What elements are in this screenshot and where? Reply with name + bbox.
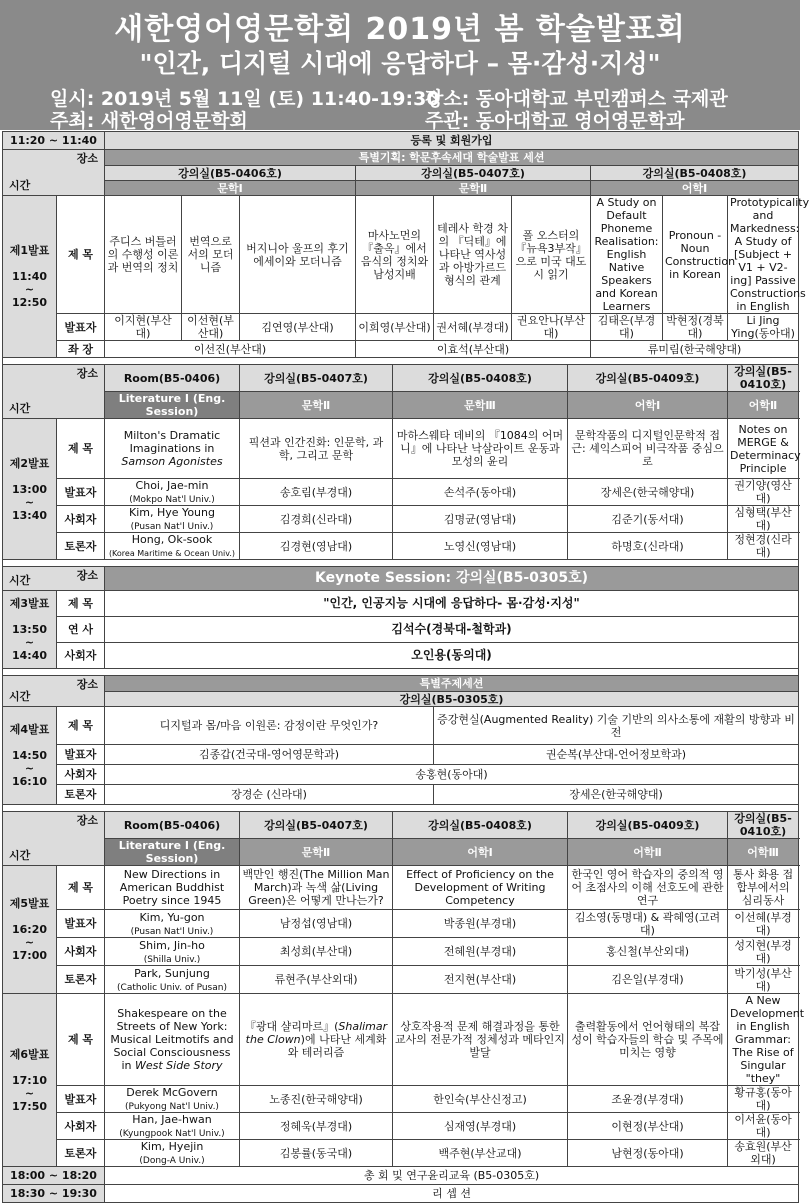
s2-time-place-header: 장소 시간 — [3, 365, 105, 419]
s2-title-3: 마하스웨타 데비의 『1084의 어머니』에 나타난 낙살라이트 운동과 모성의 윤리 — [393, 419, 568, 479]
s6-moderator-5: 이서윤(동아대) — [728, 1113, 799, 1140]
event-host: 주최: 새한영어영문학회 — [50, 110, 248, 132]
s5-discussant-5: 박기성(부산대) — [728, 966, 799, 994]
s6-discussant-row — [3, 1140, 799, 1167]
s2-room-3: 강의실(B5-0408호) — [393, 365, 568, 392]
s6-presenter-row — [3, 1086, 799, 1113]
s2-presenter-row — [3, 479, 799, 506]
s2-moderator-row — [3, 506, 799, 533]
page-subtitle: "인간, 디지털 시대에 응답하다 – 몸·감성·지성" — [139, 49, 661, 78]
s1-special-title: 특별기획: 학문후속세대 학술발표 세션 — [105, 150, 799, 166]
s2-room-5: 강의실(B5-0410호) — [728, 365, 799, 392]
s4-title-2: 증강현실(Augmented Reality) 기술 기반의 의사소통에 재활의 방향과 비전 — [434, 707, 799, 745]
s1-room-2: 강의실(B5-0407호) — [356, 166, 591, 181]
s1-field-3: 어학Ⅰ — [591, 181, 799, 196]
s2-title-1: Milton's Dramatic Imaginations in Samson Agonistes — [105, 419, 240, 479]
s2-presenter-label: 발표자 — [57, 479, 105, 506]
s1-chair-3: 류미림(한국해양대) — [591, 341, 799, 358]
s5-field-row — [3, 839, 799, 866]
s1-room-row — [3, 166, 799, 181]
s2-moderator-2: 김경희(신라대) — [240, 506, 393, 533]
s2-room-2: 강의실(B5-0407호) — [240, 365, 393, 392]
s5-time-place-header: 장소 시간 — [3, 812, 105, 866]
s2-discussant-2: 김경현(영남대) — [240, 533, 393, 560]
s5-room-1: Room(B5-0406) — [105, 812, 240, 839]
s6-title-label: 제 목 — [57, 994, 105, 1086]
s6-presenter-1: Derek McGovern (Pukyong Nat'l Univ.) — [105, 1086, 240, 1113]
s1-presenter-7: 김태은(부경대) — [591, 314, 663, 341]
s4-presenter-label: 발표자 — [57, 745, 105, 765]
s3-title-row — [3, 591, 799, 617]
s3-session-label: 제3발표 13:50 ~ 14:40 — [3, 591, 57, 669]
s6-moderator-1: Han, Jae-hwan (Kyungpook Nat'l Univ.) — [105, 1113, 240, 1140]
s2-title-4: 문학작품의 디지털인문학적 접근: 셰익스피어 비극작품 중심으로 — [568, 419, 728, 479]
s6-moderator-3: 심재영(부경대) — [393, 1113, 568, 1140]
s5-presenter-2: 남정섭(영남대) — [240, 910, 393, 938]
s2-field-row — [3, 392, 799, 419]
s5-discussant-3: 전지현(부산대) — [393, 966, 568, 994]
s5-room-4: 강의실(B5-0409호) — [568, 812, 728, 839]
registration-time: 11:20 ~ 11:40 — [3, 132, 105, 150]
registration-row — [3, 132, 799, 150]
s1-title-label: 제 목 — [57, 196, 105, 314]
s4-discussant-label: 토론자 — [57, 785, 105, 805]
s5-moderator-row — [3, 938, 799, 966]
s5-field-4: 어학Ⅱ — [568, 839, 728, 866]
s2-title-label: 제 목 — [57, 419, 105, 479]
s5-discussant-4: 김은일(부경대) — [568, 966, 728, 994]
s2-title-row — [3, 419, 799, 479]
s1-field-2: 문학Ⅱ — [356, 181, 591, 196]
s2-moderator-1: Kim, Hye Young (Pusan Nat'l Univ.) — [105, 506, 240, 533]
s1-header-row — [3, 150, 799, 166]
s4-moderator-row — [3, 765, 799, 785]
s4-title-label: 제 목 — [57, 707, 105, 745]
s2-discussant-row — [3, 533, 799, 560]
event-date: 일시: 2019년 5월 11일 (토) 11:40-19:30 — [50, 88, 440, 110]
s5-title-1: New Directions in American Buddhist Poetry since 1945 — [105, 866, 240, 910]
s2-discussant-4: 하명호(신라대) — [568, 533, 728, 560]
s6-moderator-row — [3, 1113, 799, 1140]
s2-title-5: Notes on MERGE & Determinacy Principle — [728, 419, 799, 479]
s5-room-2: 강의실(B5-0407호) — [240, 812, 393, 839]
s1-chair-2: 이효석(부산대) — [356, 341, 591, 358]
s5-field-2: 문학Ⅱ — [240, 839, 393, 866]
s1-title-5: 테레사 학경 차의 『딕테』에 나타난 역사성과 아방가르드 형식의 관계 — [434, 196, 512, 314]
s6-presenter-4: 조윤경(부경대) — [568, 1086, 728, 1113]
s4-presenter-2: 권순복(부산대-언어정보학과) — [434, 745, 799, 765]
s3-header-row — [3, 567, 799, 591]
s5-discussant-row — [3, 966, 799, 994]
s2-field-1: Literature I (Eng. Session) — [105, 392, 240, 419]
s5-discussant-2: 류현주(부산외대) — [240, 966, 393, 994]
s4-room: 강의실(B5-0305호) — [105, 692, 799, 707]
s5-presenter-row — [3, 910, 799, 938]
s5-title-label: 제 목 — [57, 866, 105, 910]
s2-discussant-5: 정현경(신라대) — [728, 533, 799, 560]
s6-discussant-1: Kim, Hyejin (Dong-A Univ.) — [105, 1140, 240, 1167]
s5-room-5: 강의실(B5-0410호) — [728, 812, 799, 839]
s1-presenter-4: 이희영(부산대) — [356, 314, 434, 341]
s4-discussant-1: 장경순 (신라대) — [105, 785, 434, 805]
s1-presenter-2: 이선현(부산대) — [182, 314, 240, 341]
s6-moderator-label: 사회자 — [57, 1113, 105, 1140]
s4-presenter-row — [3, 745, 799, 765]
s2-field-2: 문학Ⅱ — [240, 392, 393, 419]
s1-chair-row — [3, 341, 799, 358]
s1-presenter-9: Li Jing Ying(동아대) — [728, 314, 799, 341]
s4-moderator-label: 사회자 — [57, 765, 105, 785]
s5-presenter-label: 발표자 — [57, 910, 105, 938]
registration-text: 등록 및 회원가입 — [105, 132, 799, 150]
s5-presenter-4: 김소영(동명대) & 곽혜영(고려대) — [568, 910, 728, 938]
s5-moderator-label: 사회자 — [57, 938, 105, 966]
s6-session-label: 제6발표 17:10 ~ 17:50 — [3, 994, 57, 1167]
s1-time-place-header: 장소 시간 — [3, 150, 105, 196]
s1-title-3: 버지니아 울프의 후기 에세이와 모더니즘 — [240, 196, 356, 314]
s3-title-label: 제 목 — [57, 591, 105, 617]
s2-session-label: 제2발표 13:00 ~ 13:40 — [3, 419, 57, 560]
s4-discussant-2: 장세은(한국해양대) — [434, 785, 799, 805]
s5-room-row — [3, 812, 799, 839]
s6-discussant-5: 송효원(부산외대) — [728, 1140, 799, 1167]
s4-title-row — [3, 707, 799, 745]
s6-presenter-label: 발표자 — [57, 1086, 105, 1113]
s5-title-row — [3, 866, 799, 910]
s2-room-4: 강의실(B5-0409호) — [568, 365, 728, 392]
s6-moderator-4: 이현정(부산대) — [568, 1113, 728, 1140]
s5-presenter-3: 박종원(부경대) — [393, 910, 568, 938]
s6-moderator-2: 정혜욱(부경대) — [240, 1113, 393, 1140]
s6-presenter-5: 황규홍(동아대) — [728, 1086, 799, 1113]
general-meeting-text: 총 회 및 연구윤리교육 (B5-0305호) — [105, 1167, 799, 1185]
s5-title-4: 한국인 영어 학습자의 중의적 영어 초점사의 이해 선호도에 관한 연구 — [568, 866, 728, 910]
s6-discussant-label: 토론자 — [57, 1140, 105, 1167]
general-meeting-row — [3, 1167, 799, 1185]
s5-field-1: Literature I (Eng. Session) — [105, 839, 240, 866]
s5-moderator-1: Shim, Jin-ho (Shilla Univ.) — [105, 938, 240, 966]
s4-session-label: 제4발표 14:50 ~ 16:10 — [3, 707, 57, 805]
s3-speaker-label: 연 사 — [57, 617, 105, 643]
s5-session-label: 제5발표 16:20 ~ 17:00 — [3, 866, 57, 994]
s5-moderator-4: 홍신철(부산외대) — [568, 938, 728, 966]
s6-discussant-3: 백주현(부산교대) — [393, 1140, 568, 1167]
s6-presenter-2: 노종진(한국해양대) — [240, 1086, 393, 1113]
s1-presenter-3: 김연영(부산대) — [240, 314, 356, 341]
s6-title-3: 상호작용적 문제 해결과정을 통한 교사의 전문가적 정체성과 메타인지 발달 — [393, 994, 568, 1086]
s2-moderator-3: 김명균(영남대) — [393, 506, 568, 533]
s6-title-1: Shakespeare on the Streets of New York: Musical Leitmotifs and Social Consciousness in West Side Story — [105, 994, 240, 1086]
s2-discussant-label: 토론자 — [57, 533, 105, 560]
s3-speaker: 김석수(경북대-철학과) — [105, 617, 799, 643]
s2-presenter-3: 손석주(동아대) — [393, 479, 568, 506]
s4-discussant-row — [3, 785, 799, 805]
s5-room-3: 강의실(B5-0408호) — [393, 812, 568, 839]
s5-title-5: 통사 화용 접합부에서의 심리동사 — [728, 866, 799, 910]
general-meeting-time: 18:00 ~ 18:20 — [3, 1167, 105, 1185]
s1-chair-label: 좌 장 — [57, 341, 105, 358]
s2-field-4: 어학Ⅰ — [568, 392, 728, 419]
s1-room-3: 강의실(B5-0408호) — [591, 166, 799, 181]
s1-room-1: 강의실(B5-0406호) — [105, 166, 356, 181]
reception-time: 18:30 ~ 19:30 — [3, 1185, 105, 1203]
s4-moderator: 송홍현(동아대) — [105, 765, 799, 785]
s5-moderator-2: 최성희(부산대) — [240, 938, 393, 966]
s6-title-row — [3, 994, 799, 1086]
s3-moderator-row — [3, 643, 799, 669]
s6-title-2: 『광대 샬리마르』(Shalimar the Clown)에 나타난 세계화와 테러리즘 — [240, 994, 393, 1086]
s1-presenter-row — [3, 314, 799, 341]
reception-text: 리 셉 션 — [105, 1185, 799, 1203]
s4-header-row — [3, 676, 799, 692]
s2-title-2: 픽션과 인간진화: 인문학, 과학, 그리고 문학 — [240, 419, 393, 479]
s1-title-4: 마사노먼의 『출옥』에서 음식의 정치와 남성지배 — [356, 196, 434, 314]
s4-room-row — [3, 692, 799, 707]
s3-moderator: 오인용(동의대) — [105, 643, 799, 669]
s4-time-place-header: 장소 시간 — [3, 676, 105, 707]
s3-title: "인간, 인공지능 시대에 응답하다- 몸·감성·지성" — [105, 591, 799, 617]
s5-discussant-1: Park, Sunjung (Catholic Univ. of Pusan) — [105, 966, 240, 994]
event-organizer: 주관: 동아대학교 영어영문학과 — [425, 110, 685, 132]
s1-title-1: 주디스 버틀러의 수행성 이론과 번역의 정치 — [105, 196, 182, 314]
s1-title-row — [3, 196, 799, 314]
s5-moderator-3: 전혜원(부경대) — [393, 938, 568, 966]
s5-discussant-label: 토론자 — [57, 966, 105, 994]
s6-discussant-2: 김봉률(동국대) — [240, 1140, 393, 1167]
s4-title-1: 디지털과 몸/마음 이원론: 감정이란 무엇인가? — [105, 707, 434, 745]
s5-moderator-5: 성지현(부경대) — [728, 938, 799, 966]
reception-row — [3, 1185, 799, 1203]
s1-presenter-8: 박현정(경북대) — [663, 314, 728, 341]
s2-moderator-5: 심형택(부산대) — [728, 506, 799, 533]
s1-presenter-5: 권서혜(부경대) — [434, 314, 512, 341]
s2-presenter-5: 권기양(영산대) — [728, 479, 799, 506]
s5-field-3: 어학Ⅰ — [393, 839, 568, 866]
s1-title-6: 폴 오스터의 『뉴욕3부작』으로 미국 대도시 읽기 — [512, 196, 591, 314]
page-header — [0, 0, 800, 130]
s2-presenter-1: Choi, Jae-min (Mokpo Nat'l Univ.) — [105, 479, 240, 506]
s5-presenter-1: Kim, Yu-gon (Pusan Nat'l Univ.) — [105, 910, 240, 938]
s3-keynote-title: Keynote Session: 강의실(B5-0305호) — [105, 567, 799, 591]
s1-field-row — [3, 181, 799, 196]
s3-time-place-header: 장소 시간 — [3, 567, 105, 591]
s6-presenter-3: 한인숙(부산신정고) — [393, 1086, 568, 1113]
s1-title-9: Prototypicality and Markedness: A Study of [Subject + V1 + V2-ing] Passive Constructions in English — [728, 196, 799, 314]
s1-field-1: 문학Ⅰ — [105, 181, 356, 196]
s2-room-1: Room(B5-0406) — [105, 365, 240, 392]
s1-presenter-label: 발표자 — [57, 314, 105, 341]
s5-title-2: 백만인 행진(The Million Man March)과 녹색 삶(Living Green)은 어떻게 만나는가? — [240, 866, 393, 910]
s1-session-label: 제1발표 11:40 ~ 12:50 — [3, 196, 57, 358]
s4-presenter-1: 김종갑(건국대-영어영문학과) — [105, 745, 434, 765]
s5-presenter-5: 이선혜(부경대) — [728, 910, 799, 938]
s1-title-2: 번역으로서의 모더니즘 — [182, 196, 240, 314]
s2-room-row — [3, 365, 799, 392]
s2-discussant-1: Hong, Ok-sook (Korea Maritime & Ocean Univ.) — [105, 533, 240, 560]
s3-moderator-label: 사회자 — [57, 643, 105, 669]
s2-moderator-4: 김준기(동서대) — [568, 506, 728, 533]
s2-field-3: 문학Ⅲ — [393, 392, 568, 419]
s2-presenter-4: 장세은(한국해양대) — [568, 479, 728, 506]
s6-discussant-4: 남현정(동아대) — [568, 1140, 728, 1167]
s1-title-7: A Study on Default Phoneme Realisation: English Native Speakers and Korean Learners — [591, 196, 663, 314]
page-title: 새한영어영문학회 2019년 봄 학술발표회 — [114, 12, 686, 47]
s1-title-8: Pronoun -Noun Construction in Korean — [663, 196, 728, 314]
s1-presenter-1: 이지현(부산대) — [105, 314, 182, 341]
s5-title-3: Effect of Proficiency on the Development of Writing Competency — [393, 866, 568, 910]
s2-presenter-2: 송호림(부경대) — [240, 479, 393, 506]
s2-discussant-3: 노영신(영남대) — [393, 533, 568, 560]
s6-title-5: A New Development in English Grammar: The Rise of Singular "they" — [728, 994, 799, 1086]
s3-speaker-row — [3, 617, 799, 643]
s1-presenter-6: 권요안나(부산대) — [512, 314, 591, 341]
s2-moderator-label: 사회자 — [57, 506, 105, 533]
s5-field-5: 어학Ⅲ — [728, 839, 799, 866]
schedule-table — [2, 131, 809, 1203]
s6-title-4: 출력활동에서 언어형태의 복잡성이 학습자들의 학습 및 주목에 미치는 영향 — [568, 994, 728, 1086]
s2-field-5: 어학Ⅱ — [728, 392, 799, 419]
event-venue: 장소: 동아대학교 부민캠퍼스 국제관 — [425, 88, 728, 110]
s4-special-title: 특별주제세션 — [105, 676, 799, 692]
s1-chair-1: 이선진(부산대) — [105, 341, 356, 358]
